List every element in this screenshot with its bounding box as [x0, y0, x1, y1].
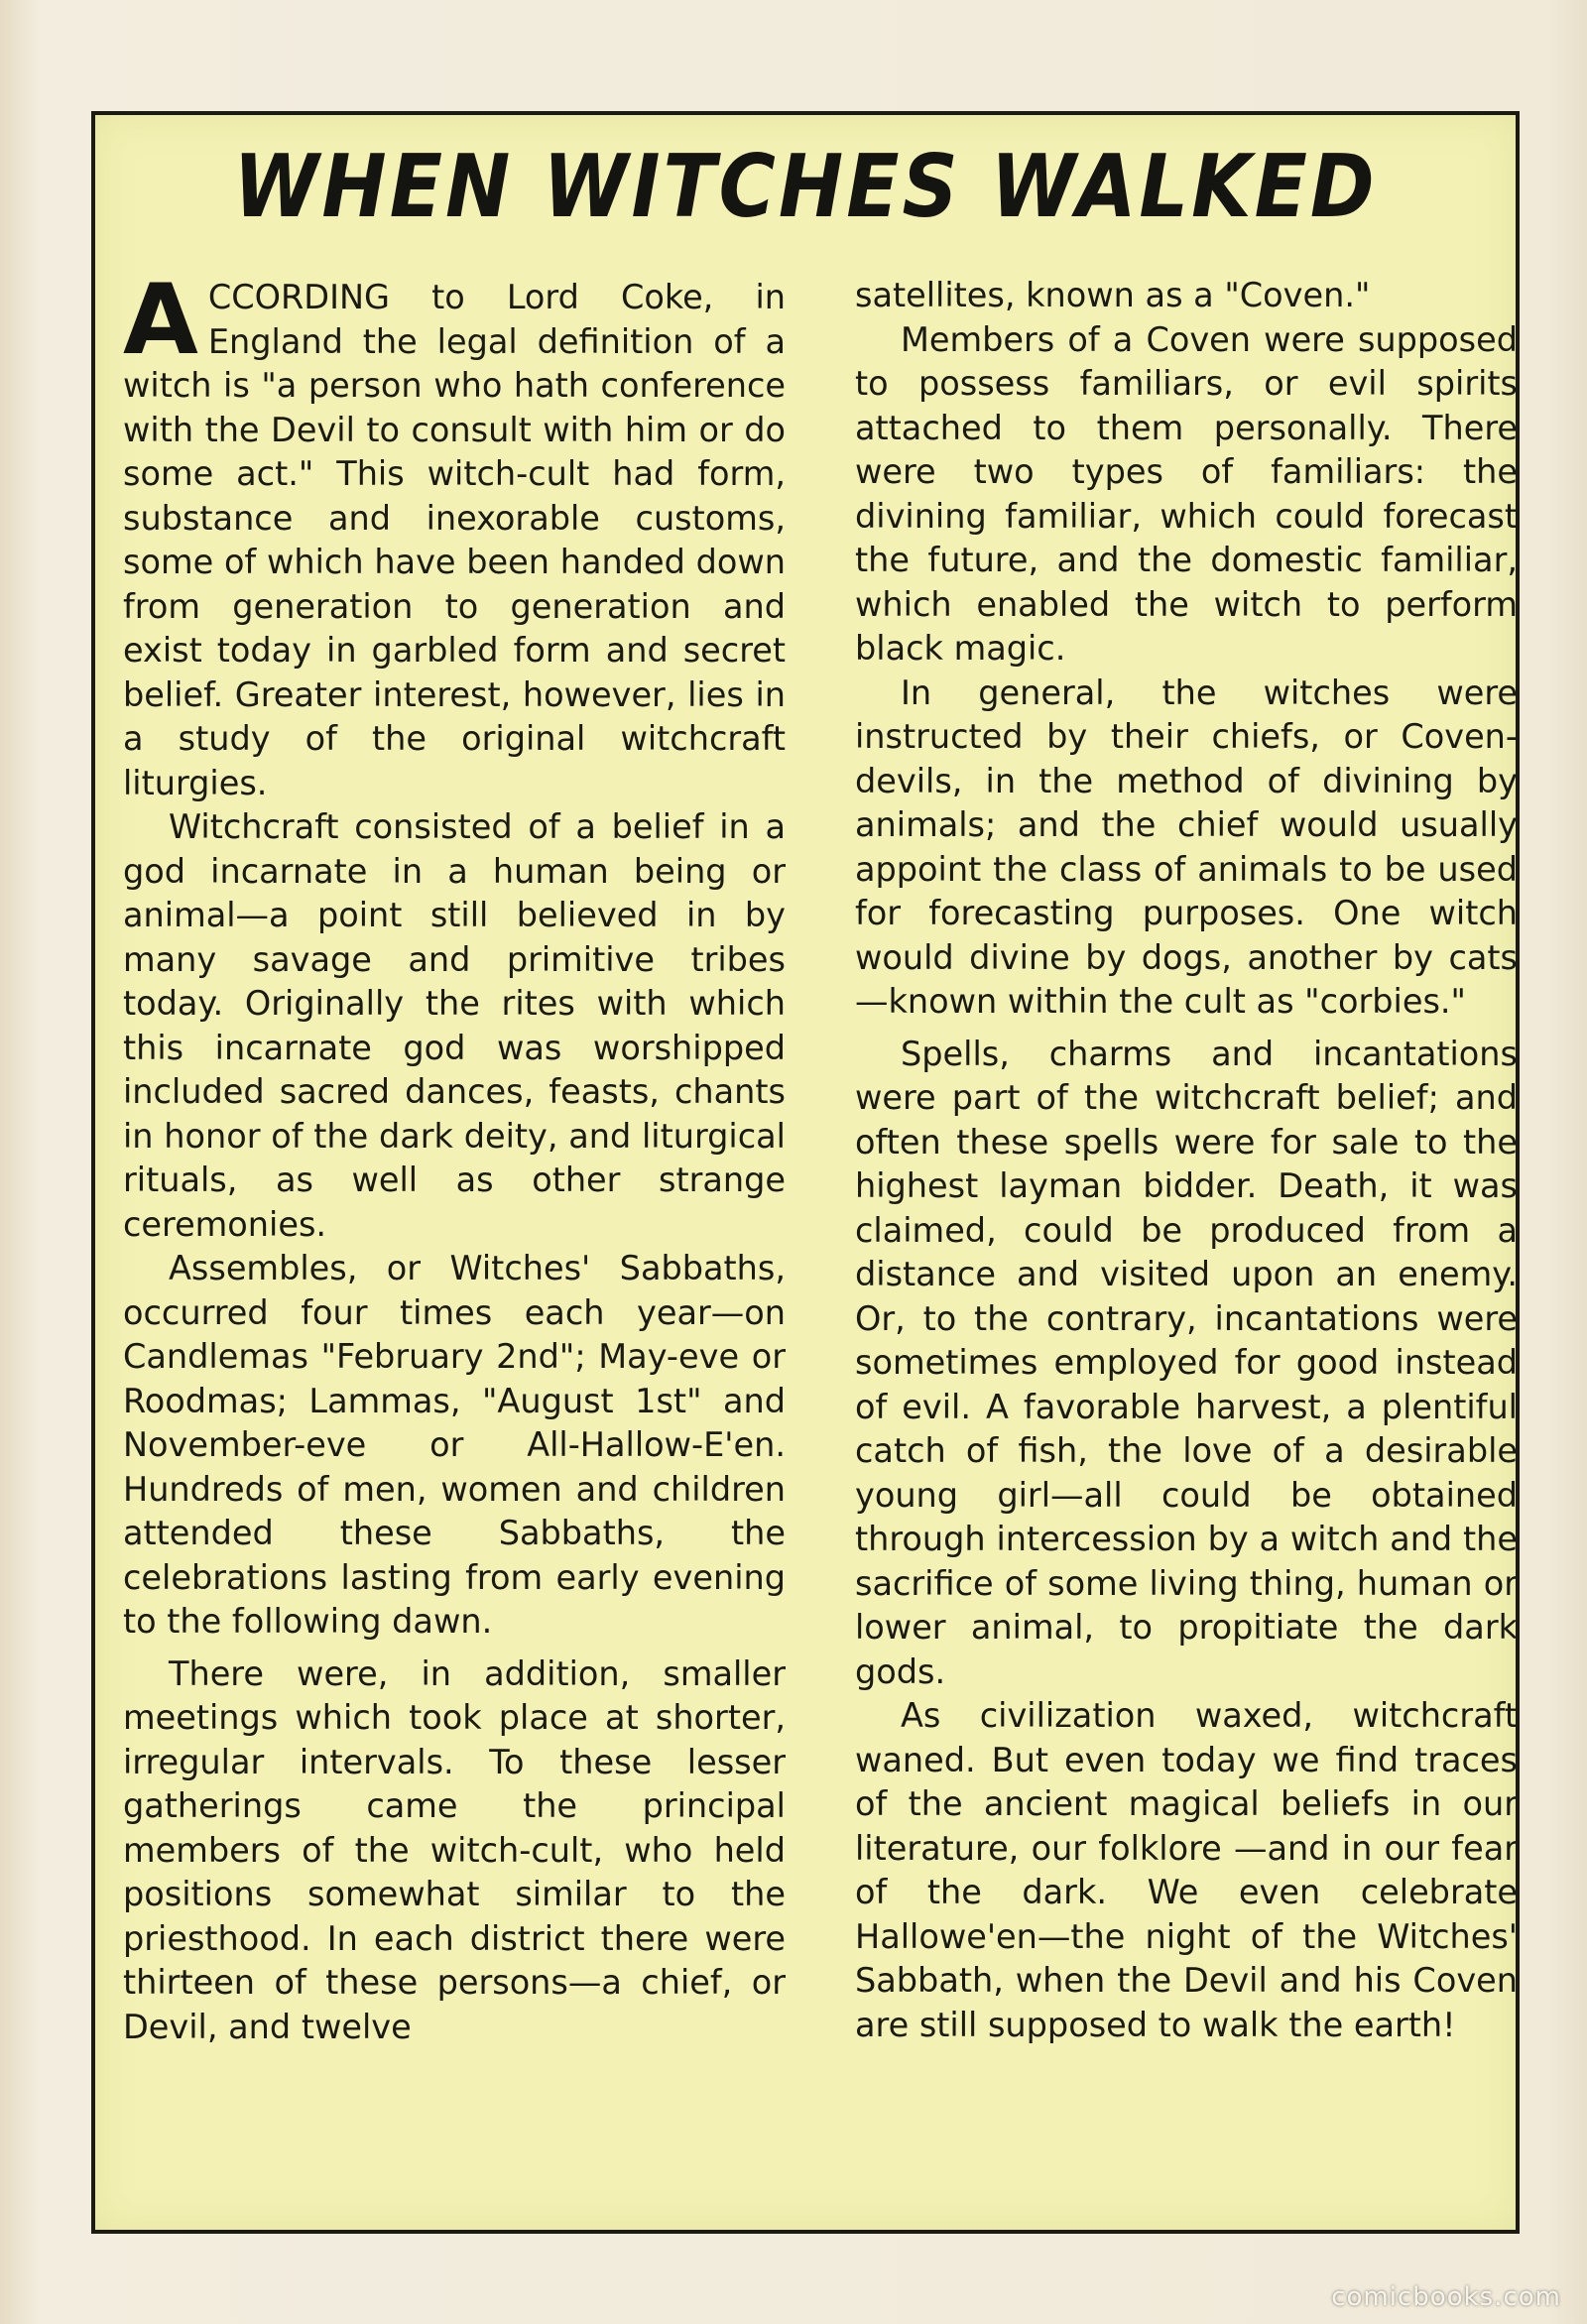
paragraph-9: As civilization waxed, witchcraft waned. But even today we find traces of the ancient magical beliefs in our literature, our folklore —and in our fear of the dark. We even celebrate Hallowe'en—the night of the Witches' Sabbath, when the Devil and his Coven are still supposed to walk the earth!	[855, 1696, 1518, 2044]
paragraph-4: There were, in addition, smaller meetings which took place at shorter, irregular intervals. To these lesser gatherings came the principal members of the witch-cult, who held positions somewhat similar to the priesthood. In each district there were thirteen of these persons—a chief, or Devil, and twelve	[123, 1653, 786, 2046]
watermark: comicbooks.com	[1331, 2282, 1561, 2312]
right-column	[855, 274, 1518, 2047]
paragraph-1-text: CCORDING to Lord Coke, in England the legal definition of a witch is "a person who hath conference with the Devil to consult with him or do some act." This witch-cult had form, substance and inexorable customs, some of which have been handed down from generation to generation and exist today in garbled form and secret belief. Greater interest, however, lies in a study of the original witchcraft liturgies.	[123, 278, 786, 802]
page-title: WHEN WITCHES WALKED	[233, 137, 1378, 238]
paragraph-6: Members of a Coven were supposed to possess familiars, or evil spirits attached to them personally. There were two types of familiars: the divining familiar, which could forecast the future, and the domestic familiar, which enabled the witch to perform black magic.	[855, 319, 1518, 668]
drop-cap: A	[123, 264, 198, 377]
left-column	[123, 264, 786, 2049]
paragraph-1	[123, 264, 786, 805]
paragraph-3: Assembles, or Witches' Sabbaths, occurred four times each year—on Candlemas "February 2nd"; May-eve or Roodmas; Lammas, "August 1st" and November-eve or All-Hallow-E'en. Hundreds of men, women and children attended these Sabbaths, the celebrations lasting from early evening to the following dawn.	[123, 1249, 786, 1641]
paragraph-5: satellites, known as a "Coven."	[855, 276, 1371, 314]
paragraph-2: Witchcraft consisted of a belief in a god incarnate in a human being or animal—a point still believed in by many savage and primitive tribes today. Originally the rites with which this incarnate god was worshipped included sacred dances, feasts, chants in honor of the dark deity, and liturgical rituals, as well as other strange ceremonies.	[123, 807, 786, 1244]
paragraph-7: In general, the witches were instructed by their chiefs, or Coven-devils, in the method of divining by animals; and the chief would usually appoint the class of animals to be used for forecasting purposes. One witch would divine by dogs, another by cats—known within the cult as "corbies."	[855, 673, 1518, 1021]
text-panel	[91, 111, 1520, 2234]
paragraph-8: Spells, charms and incantations were part of the witchcraft belief; and often these spells were for sale to the highest layman bidder. Death, it was claimed, could be produced from a distance and visited upon an enemy. Or, to the contrary, incantations were sometimes employed for good instead of evil. A favorable harvest, a plentiful catch of fish, the love of a desirable young girl—all could be obtained through intercession by a witch and the sacrifice of some living thing, human or lower animal, to propitiate the dark gods.	[855, 1034, 1518, 1691]
